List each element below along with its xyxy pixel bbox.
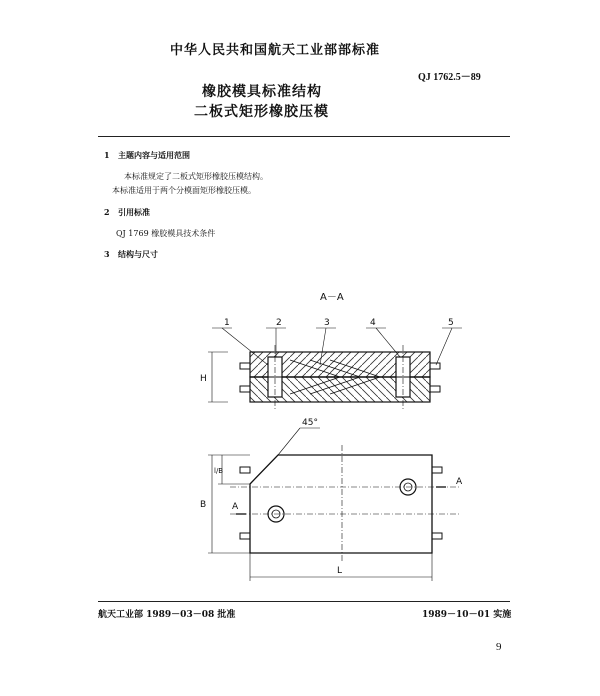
plan-view [200,418,463,581]
section-view [200,345,440,409]
plate-outline [250,455,432,553]
section-2-heading: 引用标准 [118,207,150,217]
standard-code: QJ 1762.5－89 [418,72,481,83]
part-label-2: 2 [276,318,282,328]
section-3-number: 3 [104,249,110,259]
part-label-1: 1 [224,318,230,328]
section-1-line-1: 本标准规定了二板式矩形橡胶压模结构。 [124,172,268,181]
height-label: H [200,374,207,384]
page-number: 9 [496,641,502,653]
section-2-number: 2 [104,207,110,217]
section-1-heading: 主题内容与适用范围 [118,150,190,160]
part-label-5: 5 [448,318,454,328]
corner-label: l/B [214,467,224,475]
standard-organization: 中华人民共和国航天工业部部标准 [170,43,381,58]
section-1-number: 1 [104,150,110,160]
width-label: B [200,500,207,510]
page-title: 橡胶模具标准结构 [202,84,322,100]
part-label-4: 4 [370,318,376,328]
section-1-line-2: 本标准适用于两个分模面矩形橡胶压模。 [112,186,256,195]
mold-drawing [170,285,470,595]
length-label: L [337,566,343,576]
header-divider [98,136,510,137]
section-label: A－A [320,292,344,303]
section-mark-right: A [456,477,463,487]
approval-date: 航天工业部 1989－03－08 批准 [98,610,236,620]
section-2-line-1: QJ 1769 橡胶模具技术条件 [116,229,216,238]
effective-date: 1989－10－01 实施 [422,610,512,620]
chamfer-label: 45° [302,418,318,428]
page-subtitle: 二板式矩形橡胶压模 [194,104,329,120]
section-mark-left: A [232,502,239,512]
footer-divider [98,601,510,602]
section-3-heading: 结构与尺寸 [118,249,158,259]
part-label-3: 3 [324,318,330,328]
